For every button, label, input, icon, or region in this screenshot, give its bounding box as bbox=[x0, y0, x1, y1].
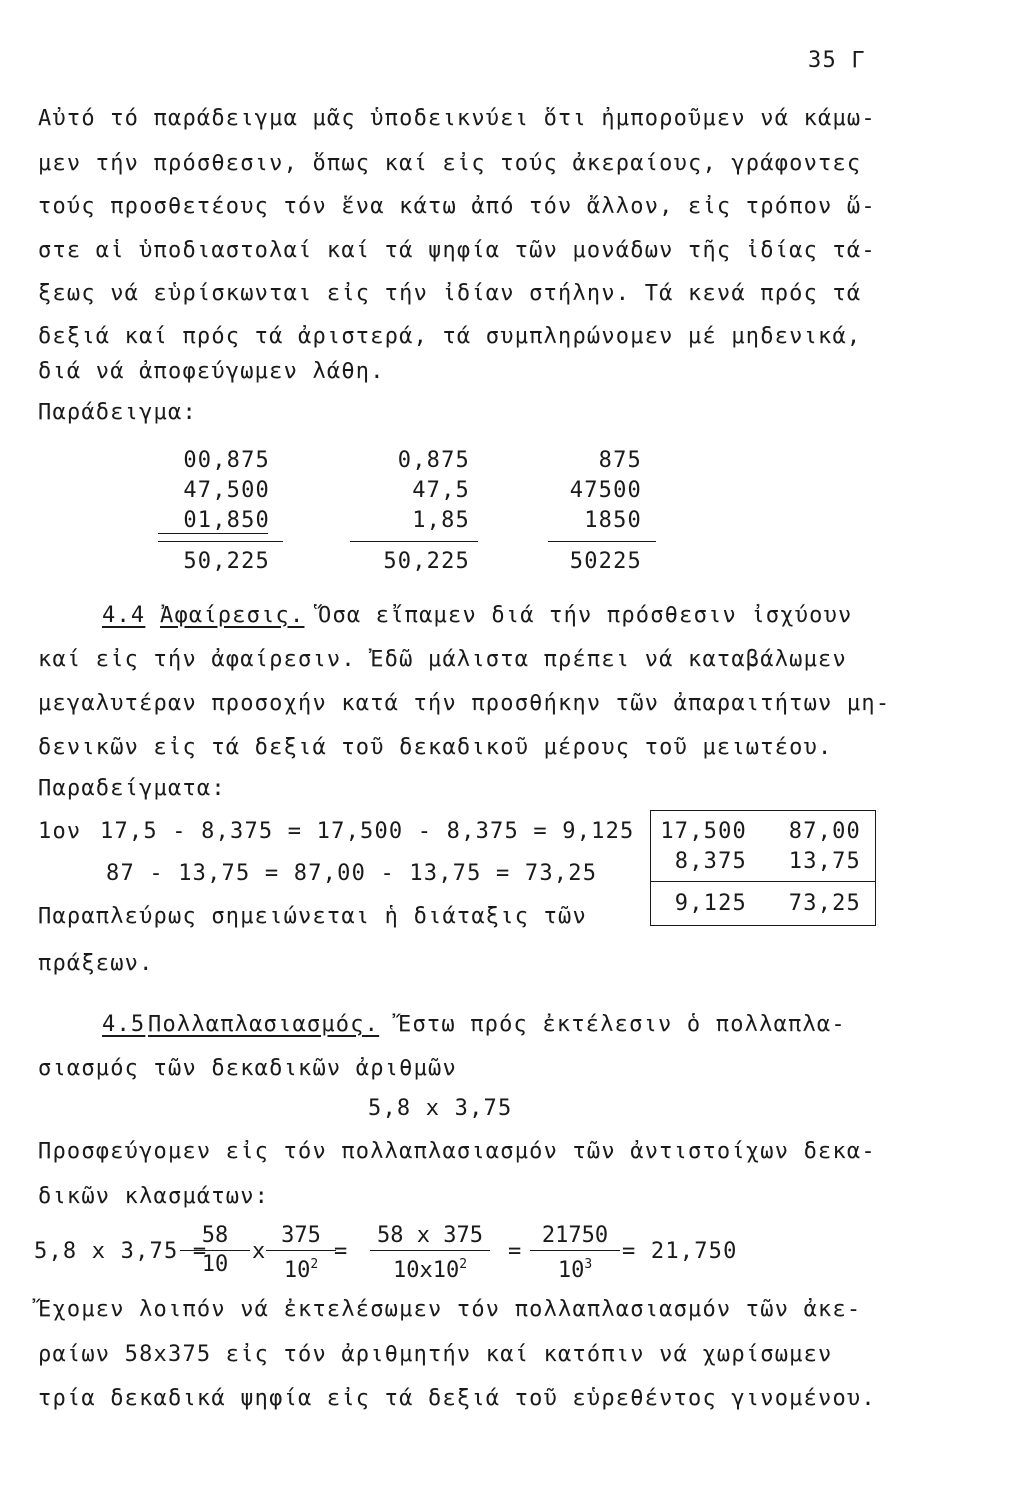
examples-label: Παραδείγματα: bbox=[38, 776, 226, 801]
sum-rule bbox=[350, 541, 478, 542]
text-line: Ὅσα εἴπαμεν διά τήν πρόσθεσιν ἰσχύουν bbox=[318, 603, 853, 628]
base: 10x10 bbox=[392, 1258, 460, 1283]
equals-sign: = bbox=[334, 1239, 349, 1264]
text-line: τρία δεκαδικά ψηφία εἰς τά δεξιά τοῦ εὑρεθέντος γινομένου. bbox=[38, 1386, 876, 1411]
text-line: ξεως νά εὑρίσκωνται εἰς τήν ἰδίαν στήλην. Τά κενά πρός τά bbox=[38, 281, 862, 306]
addend: 875 bbox=[598, 448, 642, 473]
exponent: 2 bbox=[459, 1257, 468, 1272]
addend: 0,875 bbox=[397, 448, 470, 473]
subtrahend: 13,75 bbox=[788, 849, 861, 874]
addend: 47,500 bbox=[183, 478, 270, 503]
text-line: Ἔχομεν λοιπόν νά ἐκτελέσωμεν τόν πολλαπλασιασμόν τῶν ἀκε- bbox=[38, 1297, 862, 1322]
addend: 1850 bbox=[584, 508, 642, 533]
difference-rule bbox=[651, 881, 875, 882]
section-title: Πολλαπλασιασμός. bbox=[148, 1012, 380, 1037]
text-line: διά νά ἀποφεύγωμεν λάθη. bbox=[38, 359, 385, 384]
example-label: Παράδειγμα: bbox=[38, 400, 197, 425]
difference: 73,25 bbox=[788, 891, 861, 916]
text-line: Αὐτό τό παράδειγμα μᾶς ὑποδεικνύει ὅτι ἠμποροῦμεν νά κάμω- bbox=[38, 106, 876, 131]
example-equation: 87 - 13,75 = 87,00 - 13,75 = 73,25 bbox=[106, 861, 598, 886]
numerator: 58 x 375 bbox=[370, 1222, 490, 1251]
text-line: Προσφεύγομεν εἰς τόν πολλαπλασιασμόν τῶν ἀντιστοίχων δεκα- bbox=[38, 1139, 876, 1164]
text-line: Παραπλεύρως σημειώνεται ἡ διάταξις τῶν bbox=[38, 904, 587, 929]
text-line: στε αἱ ὑποδιαστολαί καί τά ψηφία τῶν μονάδων τῆς ἰδίας τά- bbox=[38, 238, 876, 263]
text-line: μεν τήν πρόσθεσιν, ὅπως καί εἰς τούς ἀκεραίους, γράφοντες bbox=[38, 151, 862, 176]
minuend: 17,500 bbox=[660, 819, 747, 844]
addend: 1,85 bbox=[412, 508, 470, 533]
subtrahend: 8,375 bbox=[674, 849, 747, 874]
section-title: Ἀφαίρεσις. bbox=[160, 603, 305, 628]
product-expression: 5,8 x 3,75 bbox=[368, 1096, 513, 1121]
text-line: τούς προσθετέους τόν ἕνα κάτω ἀπό τόν ἄλλον, εἰς τρόπον ὥ- bbox=[38, 194, 876, 219]
text-line: μεγαλυτέραν προσοχήν κατά τήν προσθήκην τῶν ἀπαραιτήτων μη- bbox=[38, 691, 891, 716]
minuend: 87,00 bbox=[788, 819, 861, 844]
exponent: 2 bbox=[310, 1257, 319, 1272]
text-line: σιασμός τῶν δεκαδικῶν ἀριθμῶν bbox=[38, 1056, 457, 1081]
example-label: 1ον bbox=[38, 819, 82, 844]
text-line: καί εἰς τήν ἀφαίρεσιν. Ἐδῶ μάλιστα πρέπει νά καταβάλωμεν bbox=[38, 647, 847, 672]
equation-result: = 21,750 bbox=[622, 1239, 738, 1264]
sum-rule bbox=[158, 541, 283, 542]
denominator: 10 bbox=[201, 1252, 229, 1277]
numerator: 21750 bbox=[530, 1222, 620, 1251]
addend: 01,850 bbox=[183, 508, 270, 533]
page-number: 35 Γ bbox=[808, 48, 866, 73]
sum: 50,225 bbox=[183, 549, 270, 574]
times-sign: x bbox=[252, 1239, 267, 1264]
fraction bbox=[530, 1222, 620, 1285]
sum-rule bbox=[548, 541, 656, 542]
exponent: 3 bbox=[584, 1257, 593, 1272]
text-line: δικῶν κλασμάτων: bbox=[38, 1184, 270, 1209]
numerator: 375 bbox=[266, 1222, 336, 1251]
addend: 47,5 bbox=[412, 478, 470, 503]
numerator: 58 bbox=[180, 1222, 250, 1251]
addend: 00,875 bbox=[183, 448, 270, 473]
sum: 50225 bbox=[569, 549, 642, 574]
fraction bbox=[370, 1222, 490, 1285]
operation-layout-box bbox=[650, 810, 876, 926]
denominator bbox=[530, 1251, 620, 1285]
fraction bbox=[180, 1222, 250, 1279]
text-line: Ἔστω πρός ἐκτέλεσιν ὁ πολλαπλα- bbox=[398, 1012, 846, 1037]
text-line: δεξιά καί πρός τά ἀριστερά, τά συμπληρώνομεν μέ μηδενικά, bbox=[38, 324, 862, 349]
underline-rule bbox=[158, 533, 268, 534]
base: 10 bbox=[283, 1258, 311, 1283]
sum: 50,225 bbox=[383, 549, 470, 574]
equation-lhs: 5,8 x 3,75 = bbox=[34, 1239, 208, 1264]
section-number: 4.5 bbox=[102, 1012, 146, 1037]
text-line: ραίων 58x375 εἰς τόν ἀριθμητήν καί κατόπιν νά χωρίσωμεν bbox=[38, 1342, 833, 1367]
equals-sign: = bbox=[508, 1239, 523, 1264]
text-line: πράξεων. bbox=[38, 951, 154, 976]
denominator bbox=[266, 1251, 336, 1285]
difference: 9,125 bbox=[674, 891, 747, 916]
example-equation: 17,5 - 8,375 = 17,500 - 8,375 = 9,125 bbox=[100, 819, 635, 844]
section-number: 4.4 bbox=[102, 603, 146, 628]
fraction bbox=[266, 1222, 336, 1285]
denominator bbox=[370, 1251, 490, 1285]
addend: 47500 bbox=[569, 478, 642, 503]
text-line: δενικῶν εἰς τά δεξιά τοῦ δεκαδικοῦ μέρους τοῦ μειωτέου. bbox=[38, 735, 833, 760]
base: 10 bbox=[557, 1258, 585, 1283]
